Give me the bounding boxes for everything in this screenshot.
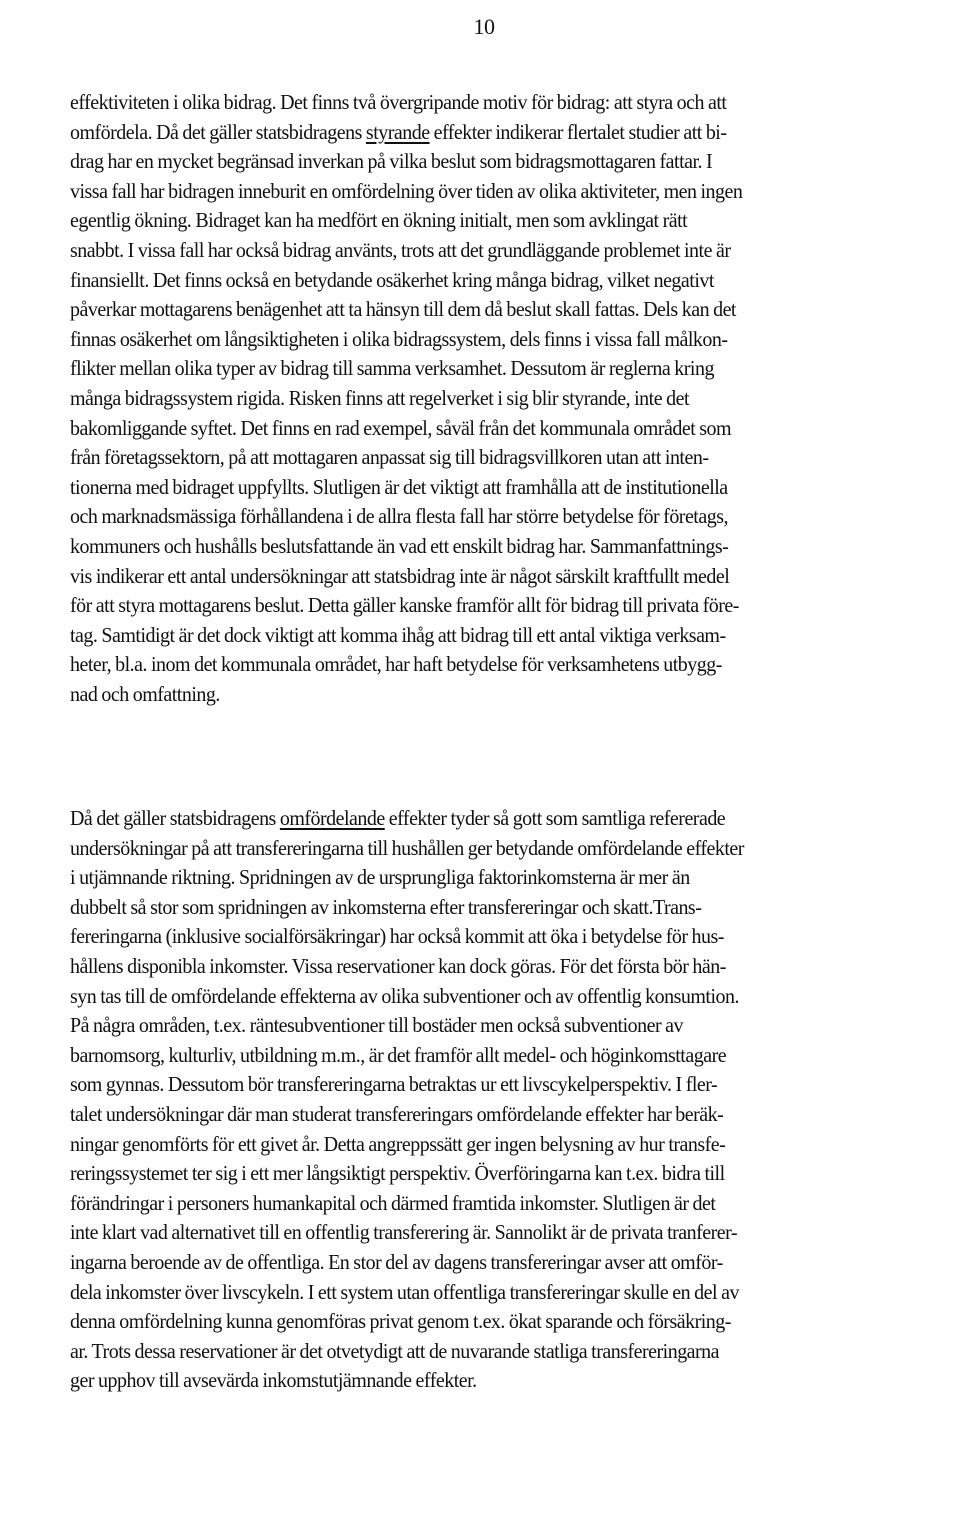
text-line: talet undersökningar där man studerat transfereringars omfördelande effekter har beräk-: [70, 1101, 724, 1126]
text-line: [70, 118, 851, 148]
text-line: i utjämnande riktning. Spridningen av de ursprungliga faktorinkomsterna är mer än: [70, 865, 690, 890]
text-line: ar. Trots dessa reservationer är det otvetydigt att de nuvarande statliga transfereringarna: [70, 1338, 720, 1363]
text-segment: effekter indikerar flertalet studier att bi-: [429, 119, 727, 144]
text-segment: omfördela. Då det gäller statsbidragens: [70, 119, 366, 144]
text-line: hållens disponibla inkomster. Vissa reservationer kan dock göras. För det första bör hän-: [70, 953, 726, 978]
underlined-term: omfördelande: [279, 806, 385, 830]
text-line: effektiviteten i olika bidrag. Det finns två övergripande motiv för bidrag: att styra och att: [70, 90, 727, 114]
text-line: dubbelt så stor som spridningen av inkomsterna efter transfereringar och skatt.Trans-: [70, 894, 702, 919]
text-line: ingarna beroende av de offentliga. En stor del av dagens transfereringar avser att omför-: [70, 1249, 723, 1274]
underlined-term: styrande: [365, 119, 430, 144]
text-line: fereringarna (inklusive socialförsäkringar) har också kommit att öka i betydelse för hus-: [70, 924, 724, 949]
text-line: vissa fall har bidragen inneburit en omfördelning över tiden av olika aktiviteter, men ingen: [70, 178, 743, 203]
text-line: vis indikerar ett antal undersökningar att statsbidrag inte är något särskilt kraftfullt medel: [70, 563, 730, 588]
text-segment: effekter tyder så gott som samtliga refererade: [384, 806, 726, 830]
text-line: inte klart vad alternativet till en offentlig transferering är. Sannolikt är de privata tranferer-: [70, 1220, 738, 1245]
text-line: drag har en mycket begränsad inverkan på vilka beslut som bidragsmottagaren fattar. I: [70, 149, 713, 174]
text-line: kommuners och hushålls beslutsfattande än vad ett enskilt bidrag har. Sammanfattnings-: [70, 533, 729, 558]
text-line: bakomliggande syftet. Det finns en rad exempel, såväl från det kommunala området som: [70, 415, 732, 440]
page-number: 10: [473, 14, 495, 39]
text-line: egentlig ökning. Bidraget kan ha medfört en ökning initialt, men som avklingat rätt: [70, 208, 688, 233]
text-line: påverkar mottagarens benägenhet att ta hänsyn till dem då beslut skall fattas. Dels kan det: [70, 297, 736, 322]
text-segment: Då det gäller statsbidragens: [70, 806, 280, 830]
text-line: På några områden, t.ex. räntesubventioner till bostäder men också subventioner av: [70, 1013, 684, 1038]
text-line: förändringar i personers humankapital och därmed framtida inkomster. Slutligen är det: [70, 1190, 716, 1215]
text-line: tag. Samtidigt är det dock viktigt att komma ihåg att bidrag till ett antal viktiga verksam-: [70, 622, 726, 647]
text-line: [70, 804, 851, 834]
text-line: heter, bl.a. inom det kommunala området, har haft betydelse för verksamhetens utbygg-: [70, 652, 722, 677]
text-line: dela inkomster över livscykeln. I ett system utan offentliga transfereringar skulle en del av: [70, 1279, 739, 1304]
text-line: denna omfördelning kunna genomföras privat genom t.ex. ökat sparande och försäkring-: [70, 1309, 731, 1334]
text-line: barnomsorg, kulturliv, utbildning m.m., är det framför allt medel- och höginkomsttagare: [70, 1042, 727, 1067]
paragraph-omfordelande-effekter: [70, 804, 910, 1396]
text-line: finansiellt. Det finns också en betydande osäkerhet kring många bidrag, vilket negativt: [70, 267, 714, 292]
text-line: och marknadsmässiga förhållandena i de allra flesta fall har större betydelse för företags,: [70, 504, 728, 529]
text-line: från företagssektorn, på att mottagaren anpassat sig till bidragsvillkoren utan att inten-: [70, 445, 709, 470]
text-line: för att styra mottagarens beslut. Detta gäller kanske framför allt för bidrag till privata före-: [70, 593, 739, 618]
text-line: ningar genomförts för ett givet år. Detta angreppssätt ger ingen belysning av hur transfe-: [70, 1131, 726, 1156]
text-line: många bidragssystem rigida. Risken finns att regelverket i sig blir styrande, inte det: [70, 385, 690, 410]
text-line: ger upphov till avsevärda inkomstutjämnande effekter.: [70, 1368, 477, 1393]
text-line: snabbt. I vissa fall har också bidrag använts, trots att det grundläggande problemet inte är: [70, 237, 731, 262]
text-line: som gynnas. Dessutom bör transfereringarna betraktas ur ett livscykelperspektiv. I fler-: [70, 1072, 718, 1097]
text-line: tionerna med bidraget uppfyllts. Slutligen är det viktigt att framhålla att de institutionella: [70, 474, 728, 499]
text-line: undersökningar på att transfereringarna till hushållen ger betydande omfördelande effekter: [70, 835, 744, 860]
paragraph-styrande-effekter: [70, 88, 910, 709]
text-line: syn tas till de omfördelande effekterna av olika subventioner och av offentlig konsumtion.: [70, 983, 739, 1008]
text-line: finnas osäkerhet om långsiktigheten i olika bidragssystem, dels finns i vissa fall målkon-: [70, 326, 728, 351]
text-line: nad och omfattning.: [70, 681, 220, 706]
text-line: reringssystemet ter sig i ett mer långsiktigt perspektiv. Överföringarna kan t.ex. bidra till: [70, 1161, 725, 1186]
text-line: flikter mellan olika typer av bidrag till samma verksamhet. Dessutom är reglerna kring: [70, 356, 714, 381]
